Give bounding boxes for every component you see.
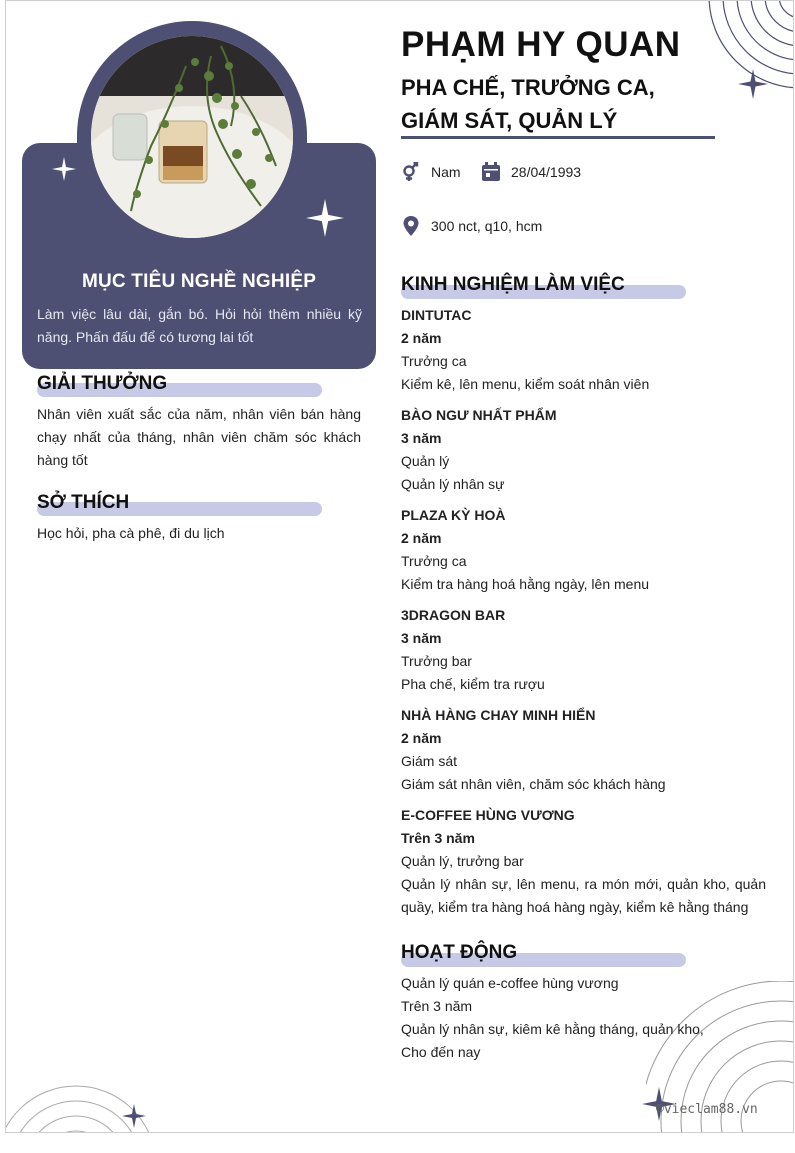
calendar-icon [481,162,501,182]
job-description: Kiểm kê, lên menu, kiểm soát nhân viên [401,376,650,392]
company-name: NHÀ HÀNG CHAY MINH HIỂN [401,707,596,723]
experience-item [401,804,766,919]
duration: 2 năm [401,730,442,746]
address-info [401,216,542,236]
role: Trưởng bar [401,653,472,669]
avatar [91,36,293,238]
role: Quản lý [401,453,450,469]
activity-line: Cho đến nay [401,1044,481,1060]
activity-line: Trên 3 năm [401,998,473,1014]
sparkle-icon [52,157,76,181]
job-title-line: PHA CHẾ, TRƯỞNG CA, [401,75,655,100]
candidate-name: PHẠM HY QUAN [401,25,681,64]
gender-icon [401,162,421,182]
sparkle-icon [738,69,768,99]
gender-info [401,162,461,182]
sparkle-icon [122,1104,146,1128]
job-description: Kiểm tra hàng hoá hằng ngày, lên menu [401,576,650,592]
awards-text: Nhân viên xuất sắc của năm, nhân viên bán hàng chạy nhất của tháng, nhân viên chăm sóc khách hàng tốt [37,406,361,468]
duration: 2 năm [401,530,442,546]
experience-item [401,404,766,496]
duration: 3 năm [401,430,442,446]
activities-title: HOẠT ĐỘNG [401,942,518,963]
activities-list [401,972,766,1064]
experience-item [401,604,766,696]
job-description: Giám sát nhân viên, chăm sóc khách hàng [401,776,666,792]
awards-title: GIẢI THƯỞNG [37,373,168,394]
gender-value: Nam [431,164,461,180]
activity-line: Quản lý quán e-coffee hùng vương [401,975,619,991]
role: Trưởng ca [401,353,467,369]
role: Quản lý, trưởng bar [401,853,524,869]
company-name: DINTUTAC [401,307,472,323]
job-description: Quản lý nhân sự [401,476,505,492]
job-description: Pha chế, kiểm tra rượu [401,676,545,692]
resume-page [5,0,794,1133]
company-name: 3DRAGON BAR [401,607,506,623]
duration: 2 năm [401,330,442,346]
duration: Trên 3 năm [401,830,475,846]
experience-title: KINH NGHIỆM LÀM VIỆC [401,274,625,295]
objective-text: Làm việc lâu dài, gắn bó. Hỏi hỏi thêm nhiều kỹ năng. Phấn đấu để có tương lai tốt [37,306,362,345]
experience-item [401,704,766,796]
role: Giám sát [401,753,458,769]
duration: 3 năm [401,630,442,646]
company-name: E-COFFEE HÙNG VƯƠNG [401,807,575,823]
experience-item [401,304,766,396]
job-title [401,71,721,137]
objective-title: MỤC TIÊU NGHỀ NGHIỆP [81,271,317,292]
address-value: 300 nct, q10, hcm [431,218,543,234]
birthdate-value: 28/04/1993 [511,164,582,180]
company-name: BÀO NGƯ NHẤT PHẨM [401,407,557,423]
watermark: ©vieclam88.vn [656,1102,758,1117]
sparkle-icon [306,199,344,237]
hobbies-text: Học hỏi, pha cà phê, đi du lịch [37,525,225,541]
job-description: Quản lý nhân sự, lên menu, ra món mới, quản kho, quản quầy, kiểm tra hàng hoá hàng ngày, kiểm kê hằng tháng [401,876,766,915]
divider [401,136,715,139]
experience-item [401,504,766,596]
company-name: PLAZA KỲ HOÀ [401,507,506,523]
hobbies-title: SỞ THÍCH [37,492,130,513]
location-pin-icon [401,216,421,236]
activity-line: Quản lý nhân sự, kiêm kê hằng tháng, quản kho, [401,1021,704,1037]
job-title-line: GIÁM SÁT, QUẢN LÝ [401,108,618,133]
birthdate-info [481,162,581,182]
circles-decoration-bottom-left [6,1076,176,1133]
role: Trưởng ca [401,553,467,569]
